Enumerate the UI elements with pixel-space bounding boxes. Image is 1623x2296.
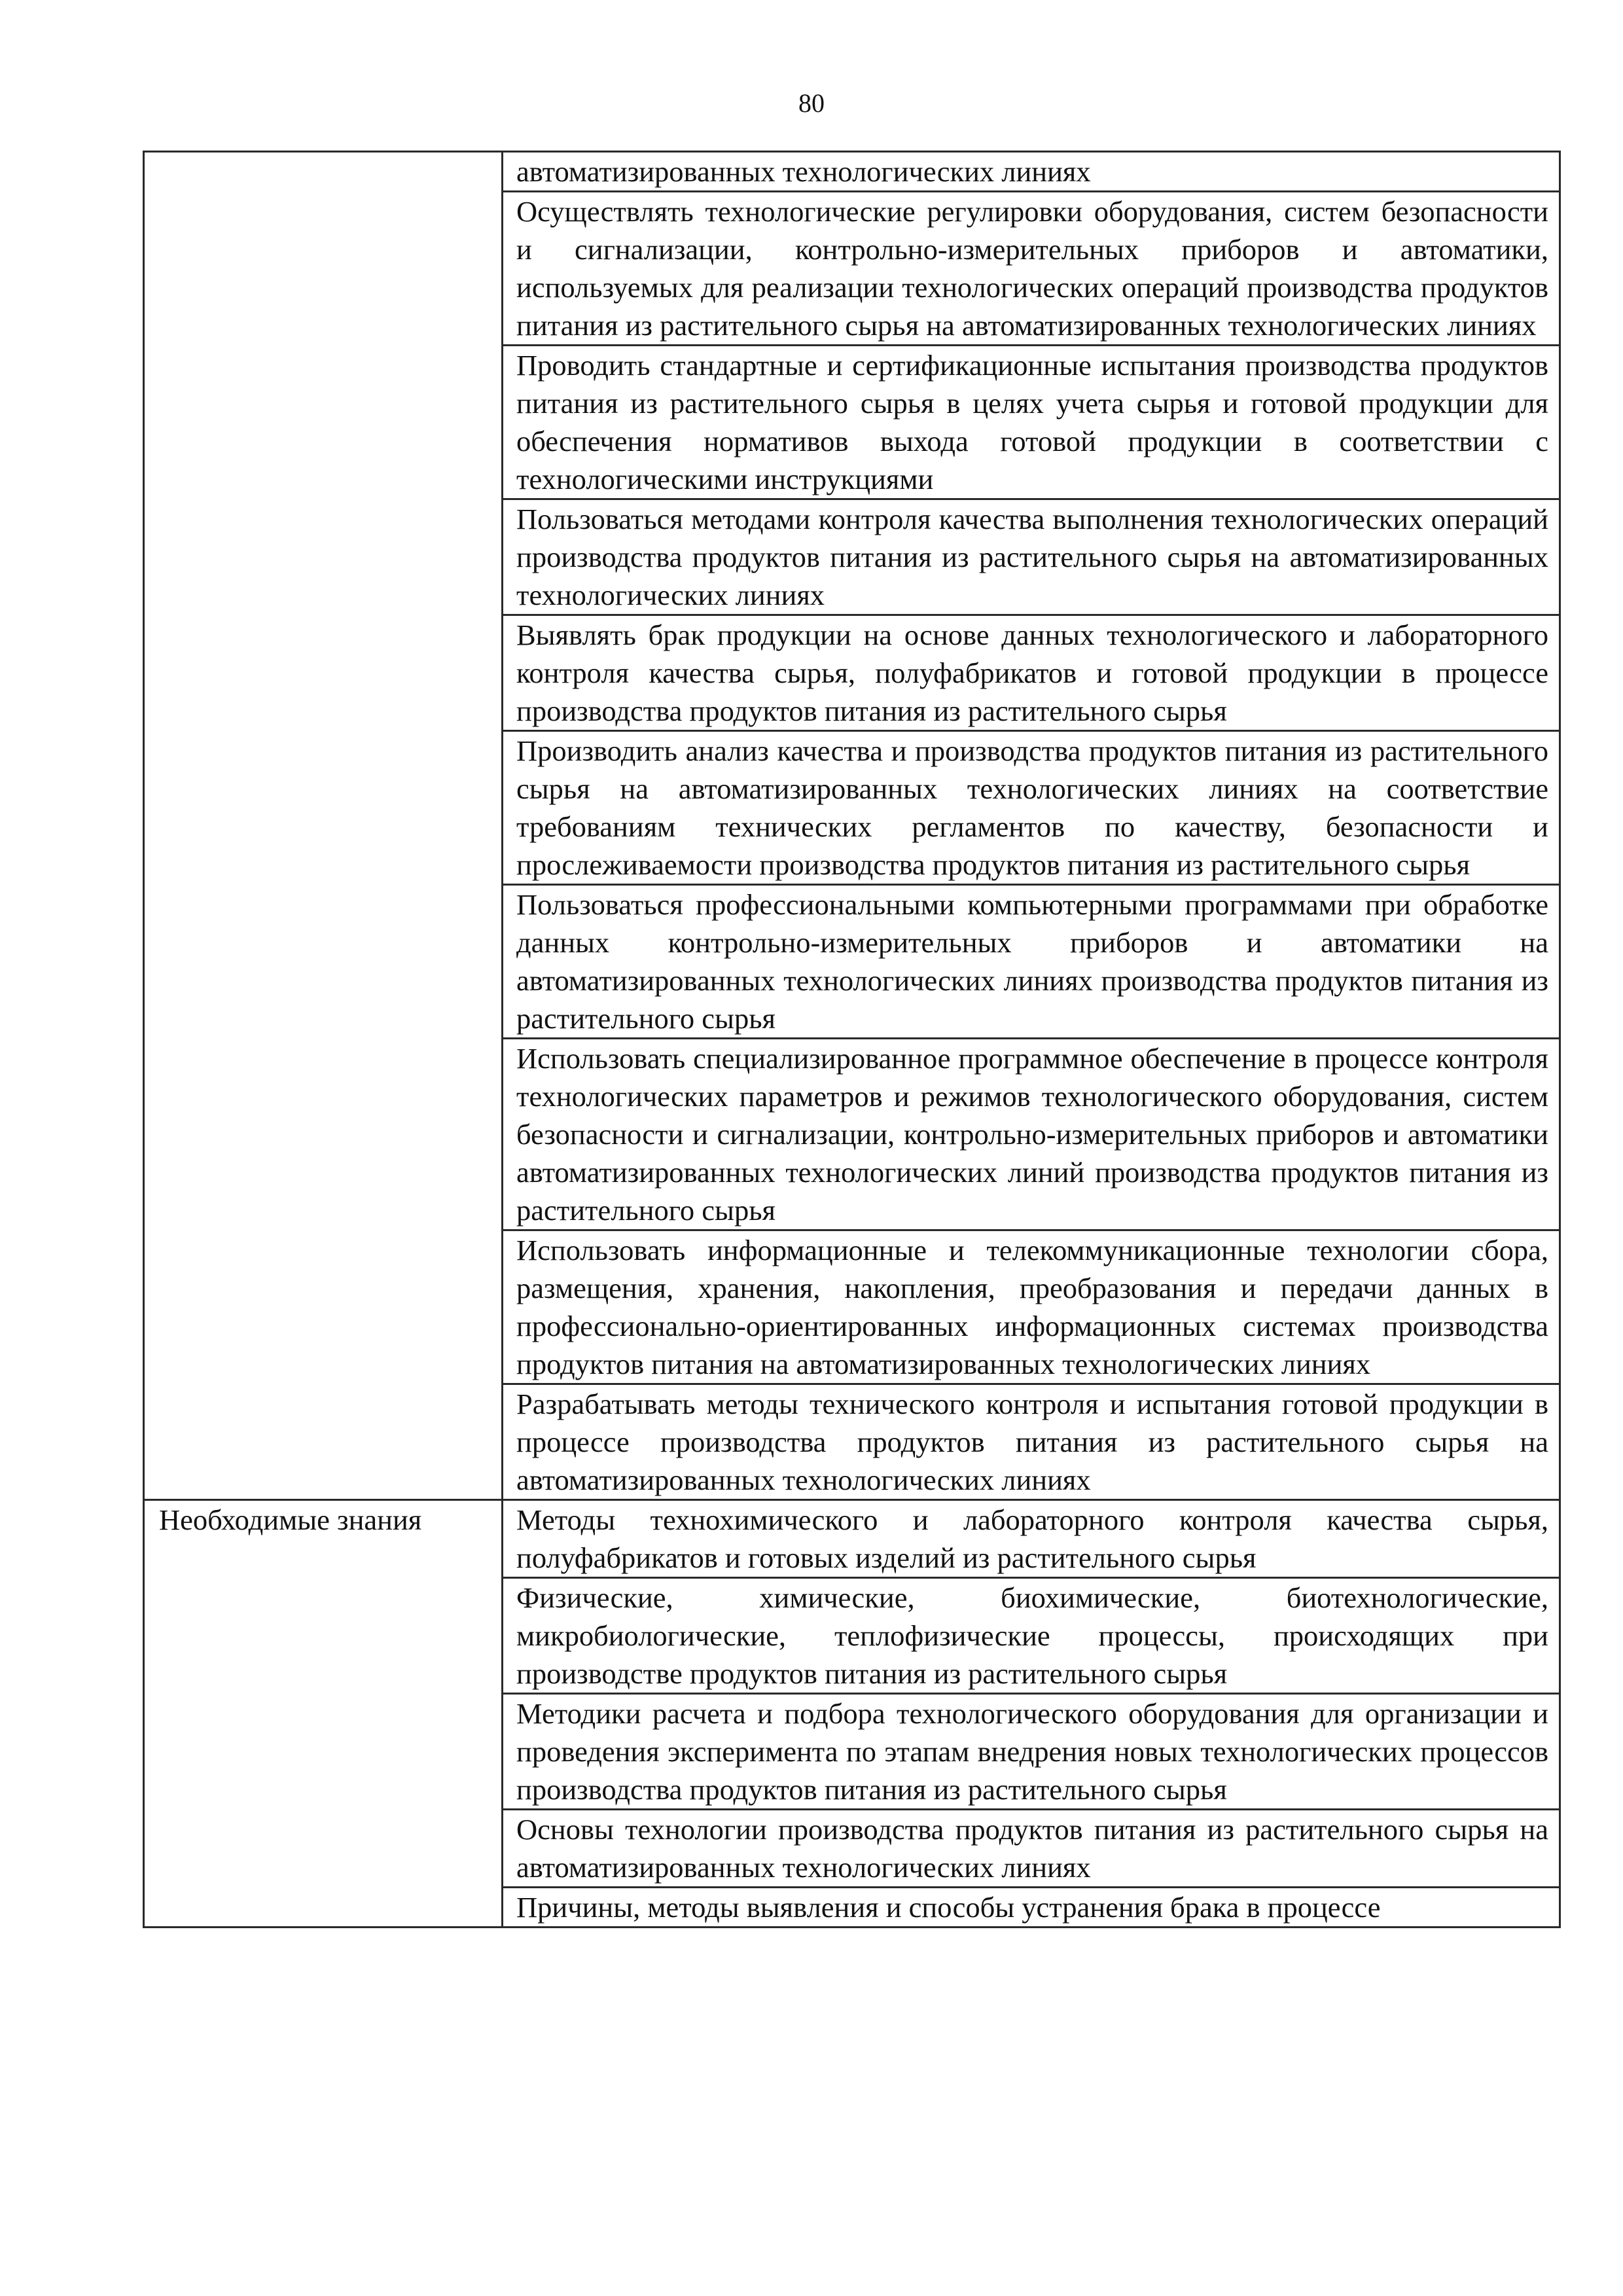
knowledge-label-cell: Необходимые знания — [144, 1500, 503, 1928]
skill-item: Разрабатывать методы технического контроля и испытания готовой продукции в процессе производства продуктов питания из растительного сырья на автоматизированных технологических линиях — [503, 1384, 1560, 1500]
skill-item: Использовать информационные и телекоммуникационные технологии сбора, размещения, хранения, накопления, преобразования и передачи данных в профессионально-ориентированных информационных системах производства продуктов питания на автоматизированных технологических линиях — [503, 1230, 1560, 1384]
skill-item: Пользоваться профессиональными компьютерными программами при обработке данных контрольно-измерительных приборов и автоматики на автоматизированных технологических линиях производства продуктов питания из растительного сырья — [503, 885, 1560, 1039]
knowledge-item: Методы технохимического и лабораторного контроля качества сырья, полуфабрикатов и готовых изделий из растительного сырья — [503, 1500, 1560, 1578]
requirements-table — [143, 151, 1561, 1928]
skills-label-cell — [144, 152, 503, 1500]
table-row — [144, 1500, 1560, 1578]
knowledge-item: Методики расчета и подбора технологического оборудования для организации и проведения эксперимента по этапам внедрения новых технологических процессов производства продуктов питания из растительного сырья — [503, 1694, 1560, 1810]
knowledge-item: Причины, методы выявления и способы устранения брака в процессе — [503, 1888, 1560, 1928]
page-number: 80 — [798, 88, 825, 118]
skill-item: автоматизированных технологических линиях — [503, 152, 1560, 192]
skill-item: Выявлять брак продукции на основе данных технологического и лабораторного контроля качества сырья, полуфабрикатов и готовой продукции в процессе производства продуктов питания из растительного сырья — [503, 615, 1560, 731]
skill-item: Пользоваться методами контроля качества выполнения технологических операций производства продуктов питания из растительного сырья на автоматизированных технологических линиях — [503, 499, 1560, 615]
knowledge-item: Физические, химические, биохимические, биотехнологические, микробиологические, теплофизические процессы, происходящих при производстве продуктов питания из растительного сырья — [503, 1578, 1560, 1694]
table-row — [144, 152, 1560, 192]
skill-item: Использовать специализированное программное обеспечение в процессе контроля технологических параметров и режимов технологического оборудования, систем безопасности и сигнализации, контрольно-измерительных приборов и автоматики автоматизированных технологических линий производства продуктов питания из растительного сырья — [503, 1039, 1560, 1230]
skill-item: Осуществлять технологические регулировки оборудования, систем безопасности и сигнализации, контрольно-измерительных приборов и автоматики, используемых для реализации технологических операций производства продуктов питания из растительного сырья на автоматизированных технологических линиях — [503, 192, 1560, 346]
skill-item: Производить анализ качества и производства продуктов питания из растительного сырья на автоматизированных технологических линиях на соответствие требованиям технических регламентов по качеству, безопасности и прослеживаемости производства продуктов питания из растительного сырья — [503, 731, 1560, 885]
skill-item: Проводить стандартные и сертификационные испытания производства продуктов питания из растительного сырья в целях учета сырья и готовой продукции для обеспечения нормативов выхода готовой продукции в соответствии с технологическими инструкциями — [503, 346, 1560, 499]
knowledge-item: Основы технологии производства продуктов питания из растительного сырья на автоматизированных технологических линиях — [503, 1810, 1560, 1888]
